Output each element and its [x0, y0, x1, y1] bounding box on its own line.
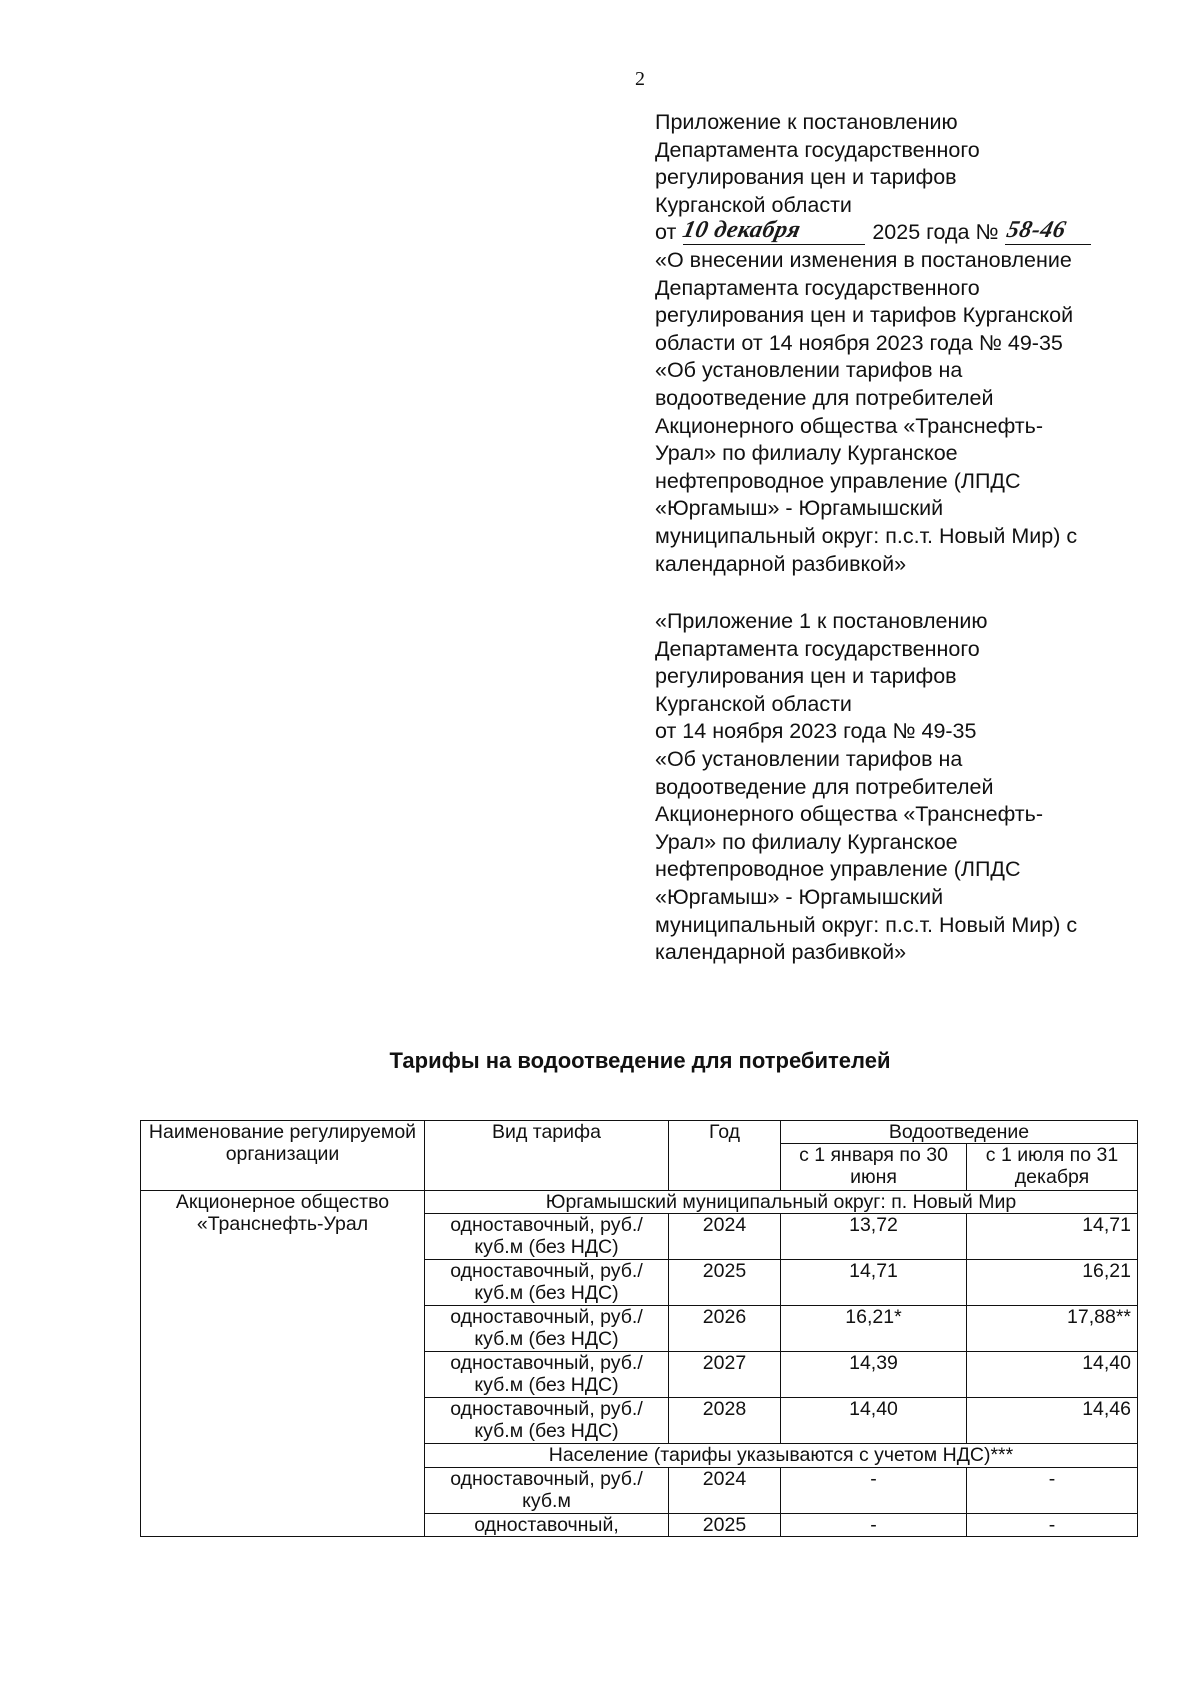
appendix-line: Департамента государственного: [655, 137, 980, 162]
header-org: Наименование регулируемой организации: [141, 1121, 425, 1191]
year-cell: 2024: [669, 1468, 781, 1514]
tariff-type-cell: одноставочный, руб./куб.м (без НДС): [425, 1352, 669, 1398]
handwritten-number: 58-46: [1004, 217, 1069, 244]
appendix-line: муниципальный округ: п.с.т. Новый Мир) с: [655, 523, 1078, 548]
organization-cell: Акционерное общество «Транснефть-Урал: [141, 1191, 425, 1537]
appendix-line: «Юргамыш» - Юргамышский: [655, 884, 944, 909]
period-2-cell: 14,46: [967, 1398, 1138, 1444]
section-row: [141, 1191, 1138, 1214]
year-cell: 2024: [669, 1214, 781, 1260]
header-period-2: с 1 июля по 31 декабря: [967, 1144, 1138, 1191]
appendix-line: муниципальный округ: п.с.т. Новый Мир) с: [655, 912, 1078, 937]
period-2-cell: 14,71: [967, 1214, 1138, 1260]
appendix-line: «Юргамыш» - Юргамышский: [655, 496, 944, 521]
header-period-1: с 1 января по 30 июня: [781, 1144, 967, 1191]
appendix-line: Акционерного общества «Транснефть-: [655, 802, 1044, 827]
period-1-cell: 14,71: [781, 1260, 967, 1306]
period-2-cell: -: [967, 1468, 1138, 1514]
tariff-type-cell: одноставочный, руб./куб.м: [425, 1468, 669, 1514]
appendix-line: Урал» по филиалу Курганское: [655, 441, 958, 466]
period-1-cell: 14,40: [781, 1398, 967, 1444]
appendix-line: «Об установлении тарифов на: [655, 746, 963, 771]
appendix-line: Департамента государственного: [655, 636, 980, 661]
period-1-cell: 14,39: [781, 1352, 967, 1398]
appendix-line: «О внесении изменения в постановление: [655, 247, 1072, 272]
appendix-line: Урал» по филиалу Курганское: [655, 829, 958, 854]
section-title: Население (тарифы указываются с учетом НДС)***: [425, 1444, 1138, 1468]
appendix-line: водоотведение для потребителей: [655, 385, 994, 410]
period-2-cell: 17,88**: [967, 1306, 1138, 1352]
appendix-line: водоотведение для потребителей: [655, 774, 994, 799]
year-cell: 2026: [669, 1306, 781, 1352]
appendix-line: регулирования цен и тарифов: [655, 165, 957, 190]
tariff-type-cell: одноставочный, руб./куб.м (без НДС): [425, 1214, 669, 1260]
original-appendix-header: [655, 608, 1155, 967]
appendix-line: от 14 ноября 2023 года № 49-35: [655, 719, 977, 744]
appendix-line: календарной разбивкой»: [655, 940, 907, 965]
appendix-line: регулирования цен и тарифов Курганской: [655, 303, 1074, 328]
header-year: Год: [669, 1121, 781, 1191]
appendix-line: регулирования цен и тарифов: [655, 664, 957, 689]
appendix-line: нефтепроводное управление (ЛПДС: [655, 468, 1021, 493]
tariff-type-cell: одноставочный,: [425, 1514, 669, 1537]
date-line: [655, 219, 1155, 247]
period-2-cell: 16,21: [967, 1260, 1138, 1306]
appendix-line: «Об установлении тарифов на: [655, 358, 963, 383]
appendix-line: нефтепроводное управление (ЛПДС: [655, 857, 1021, 882]
tariff-type-cell: одноставочный, руб./куб.м (без НДС): [425, 1306, 669, 1352]
table-title: Тарифы на водоотведение для потребителей: [389, 1048, 891, 1073]
date-underline: [683, 244, 865, 245]
page-number: 2: [635, 68, 645, 90]
tariffs-table: [140, 1120, 1138, 1537]
year-text: 2025 года №: [872, 220, 999, 245]
appendix-line: Курганской области: [655, 192, 852, 217]
year-cell: 2025: [669, 1260, 781, 1306]
appendix-line: Департамента государственного: [655, 275, 980, 300]
header-row: [141, 1121, 1138, 1144]
period-1-cell: 16,21*: [781, 1306, 967, 1352]
appendix-line: области от 14 ноября 2023 года № 49-35: [655, 330, 1063, 355]
period-1-cell: -: [781, 1514, 967, 1537]
appendix-line: календарной разбивкой»: [655, 551, 907, 576]
header-water-disposal: Водоотведение: [781, 1121, 1138, 1144]
year-cell: 2028: [669, 1398, 781, 1444]
appendix-line: Курганской области: [655, 691, 852, 716]
appendix-line: Приложение к постановлению: [655, 110, 958, 134]
period-2-cell: -: [967, 1514, 1138, 1537]
header-tariff-type: Вид тарифа: [425, 1121, 669, 1191]
handwritten-date: 10 декабря: [680, 217, 804, 244]
appendix-header: [655, 109, 1155, 578]
year-cell: 2025: [669, 1514, 781, 1537]
period-2-cell: 14,40: [967, 1352, 1138, 1398]
section-title: Юргамышский муниципальный округ: п. Новый Мир: [425, 1191, 1138, 1214]
period-1-cell: 13,72: [781, 1214, 967, 1260]
appendix-line: Акционерного общества «Транснефть-: [655, 413, 1044, 438]
period-1-cell: -: [781, 1468, 967, 1514]
tariff-type-cell: одноставочный, руб./куб.м (без НДС): [425, 1260, 669, 1306]
appendix-line: «Приложение 1 к постановлению: [655, 609, 988, 633]
number-underline: [1005, 244, 1091, 245]
year-cell: 2027: [669, 1352, 781, 1398]
tariff-type-cell: одноставочный, руб./куб.м (без НДС): [425, 1398, 669, 1444]
date-prefix: от: [655, 220, 677, 245]
